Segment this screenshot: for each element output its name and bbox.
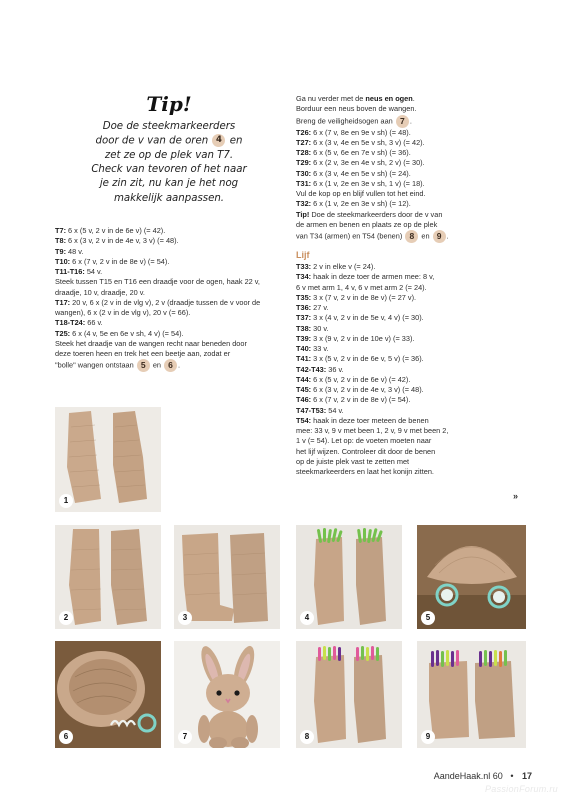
- instruction-line: [55, 329, 285, 339]
- left-instructions: [55, 226, 285, 372]
- instruction-line: [296, 406, 532, 416]
- round-text: 6 x (7 v, 8e en 9e v sh) (= 48).: [311, 127, 411, 137]
- photo-number: 9: [421, 730, 435, 744]
- instruction-line: [55, 226, 285, 236]
- instruction-text: .: [412, 94, 415, 103]
- instruction-line: [296, 334, 532, 344]
- round-label: T18-T24:: [55, 318, 86, 328]
- tip-title: Tip!: [146, 92, 192, 116]
- round-text: Steek tussen T15 en T16 een draadje voor de ogen, haak 22 v,: [55, 277, 260, 287]
- round-text: 6 x (7 v, 2 v in de 8e v) (= 54).: [70, 256, 170, 266]
- instruction-line: [296, 148, 532, 158]
- instruction-line: [296, 436, 532, 446]
- round-text: 6 x (1 v, 2e en 3e v sh) (= 12).: [311, 199, 411, 209]
- instruction-line: [296, 210, 532, 220]
- round-text: het lijf wijzen. Controleer dit door de benen: [296, 446, 436, 456]
- instruction-text: .: [409, 115, 412, 125]
- round-text: 6 x (1 v, 2e en 3e v sh, 1 v) (= 18).: [311, 178, 425, 188]
- round-label: T54:: [296, 415, 312, 425]
- instruction-line: [296, 138, 532, 148]
- round-text: de armen en benen en plaats ze op de plek: [296, 219, 438, 229]
- photo-8: [296, 641, 402, 748]
- round-text: Steek het draadje van de wangen recht naar beneden door: [55, 338, 247, 348]
- round-text: steekmarkeerders en laat het konijn zitten.: [296, 467, 434, 476]
- instruction-line: [296, 365, 532, 375]
- round-label: T40:: [296, 344, 312, 353]
- round-text: Vul de kop op en blijf vullen tot het eind.: [296, 189, 426, 198]
- photo-9: [417, 641, 526, 748]
- round-text: 1 v (= 54). Let op: de voeten moeten naar: [296, 436, 432, 446]
- instruction-line: [55, 267, 285, 277]
- round-text: 6 x (4 v, 5e en 6e v sh, 4 v) (= 54).: [70, 328, 184, 338]
- round-label: T26:: [296, 127, 312, 137]
- instruction-line: [296, 283, 532, 293]
- photo-ref-badge: 5: [137, 359, 150, 372]
- round-label: T36:: [296, 303, 312, 312]
- tip-box: [78, 92, 260, 206]
- round-text: 6 x (3 v, 4e en 5e v sh) (= 24).: [311, 168, 411, 178]
- instruction-line: [296, 395, 532, 405]
- round-label: T39:: [296, 333, 312, 343]
- instruction-line: [296, 189, 532, 199]
- round-label: T32:: [296, 199, 312, 209]
- round-label: T41:: [296, 354, 312, 364]
- instruction-line: [55, 308, 285, 318]
- round-label: T42-T43:: [296, 364, 327, 374]
- round-text: Doe de steekmarkeerders door de v van: [309, 209, 443, 219]
- instruction-line: [296, 115, 532, 128]
- footer-bullet: •: [510, 771, 514, 781]
- round-text: haak in deze toer de armen mee: 8 v,: [311, 272, 435, 282]
- round-text: 3 x (5 v, 2 v in de 6e v, 5 v) (= 36).: [311, 354, 424, 364]
- round-label: T25:: [55, 328, 71, 338]
- instruction-text: en: [421, 231, 430, 241]
- round-text: 33 v.: [311, 344, 329, 353]
- tip-text: [78, 120, 260, 206]
- photo-ref-badge: 4: [212, 134, 225, 147]
- tip-line: je zin zit, nu kan je het nog: [99, 178, 239, 190]
- photo-1: [55, 407, 161, 512]
- instruction-line: [296, 220, 532, 230]
- photo-4: [296, 525, 402, 629]
- instruction-line: [296, 199, 532, 209]
- instruction-line: [296, 416, 532, 426]
- tip-line: zet ze op de plek van T7.: [104, 149, 234, 161]
- instruction-line: [296, 303, 532, 313]
- round-text: 54 v.: [326, 405, 344, 415]
- instruction-line: [296, 457, 532, 467]
- round-text: 6 v met arm 1, 4 v, 6 v met arm 2 (= 24).: [296, 282, 427, 292]
- instruction-line: [296, 467, 532, 477]
- round-label: T31:: [296, 178, 312, 188]
- photo-ref-badge: 6: [164, 359, 177, 372]
- instruction-line: [296, 344, 532, 354]
- round-text: 6 x (5 v, 2 v in de 6e v) (= 42).: [66, 226, 166, 235]
- instruction-line: [296, 385, 532, 395]
- instruction-line: [55, 318, 285, 328]
- photo-2: [55, 525, 161, 629]
- instruction-line: [296, 128, 532, 138]
- continue-arrow: »: [513, 491, 519, 501]
- round-label: T33:: [296, 262, 312, 271]
- round-text: 6 x (5 v, 6e en 7e v sh) (= 36).: [311, 148, 411, 157]
- instruction-line: [296, 262, 532, 272]
- round-text: 48 v.: [66, 246, 84, 256]
- round-text: 3 x (4 v, 2 v in de 5e v, 4 v) (= 30).: [311, 313, 424, 323]
- round-text: 6 x (3 v, 2 v in de 4e v, 3 v) (= 48).: [311, 385, 424, 394]
- tip-line: [78, 134, 260, 149]
- photo-number: 6: [59, 730, 73, 744]
- round-text: 30 v.: [311, 323, 329, 333]
- round-text: 54 v.: [84, 267, 103, 276]
- section-title: Lijf: [296, 250, 310, 260]
- photo-number: 2: [59, 611, 73, 625]
- instruction-line: [55, 288, 285, 298]
- round-label: T8:: [55, 236, 67, 246]
- round-text: draadje, 10 v, draadje, 20 v.: [55, 287, 145, 297]
- instruction-text: van T34 (armen) en T54 (benen): [296, 231, 403, 241]
- round-label: T47-T53:: [296, 405, 327, 415]
- watermark: PassionForum.ru: [484, 784, 558, 794]
- instruction-line: [296, 169, 532, 179]
- instruction-line: [296, 293, 532, 303]
- round-text: 6 x (3 v, 2 v in de 4e v, 3 v) (= 48).: [66, 236, 179, 246]
- round-text: 66 v.: [85, 318, 103, 328]
- magazine-name: AandeHaak.nl 60: [433, 771, 503, 781]
- page-number: 17: [521, 771, 532, 781]
- round-label: T46:: [296, 395, 312, 405]
- instruction-line: [296, 375, 532, 385]
- photo-7: [174, 641, 280, 748]
- round-text: mee: 33 v, 9 v met been 1, 2 v, 9 v met been 2,: [296, 426, 449, 435]
- instruction-line: [55, 236, 285, 246]
- instruction-text: .: [446, 231, 449, 241]
- instruction-line: [296, 94, 532, 104]
- photo-number: 3: [178, 611, 192, 625]
- photo-ref-badge: 8: [405, 230, 418, 243]
- photo-number: 1: [59, 494, 73, 508]
- round-text: wangen), 6 x (2 v in de vlg v), 20 v (= 66).: [55, 308, 191, 317]
- page-footer: [434, 771, 532, 781]
- round-label: T38:: [296, 323, 312, 333]
- round-text: 3 x (9 v, 2 v in de 10e v) (= 33).: [311, 333, 415, 343]
- round-label: T9:: [55, 246, 67, 256]
- instruction-line: [55, 257, 285, 267]
- instruction-line: [296, 313, 532, 323]
- instruction-text: en: [152, 360, 161, 370]
- round-text: 6 x (7 v, 2 v in de 8e v) (= 54).: [311, 395, 411, 405]
- tip-line: Check van tevoren of het naar: [91, 164, 247, 176]
- round-text: deze toeren heen en trek het een beetje aan, zodat er: [55, 349, 231, 358]
- round-text: 20 v, 6 x (2 v in de vlg v), 2 v (draadje tussen de v voor de: [70, 297, 261, 307]
- round-text: 6 x (3 v, 4e en 5e v sh, 3 v) (= 42).: [311, 137, 425, 147]
- round-label: T10:: [55, 256, 71, 266]
- round-label: T27:: [296, 137, 312, 147]
- round-label: T29:: [296, 158, 312, 168]
- round-text: op de juiste plek vast te zetten met: [296, 456, 410, 466]
- instruction-line: [55, 339, 285, 349]
- instruction-bold: neus en ogen: [365, 94, 413, 103]
- round-text: 6 x (5 v, 2 v in de 6e v) (= 42).: [311, 374, 411, 384]
- round-label: T11-T16:: [55, 267, 85, 276]
- round-text: 36 v.: [326, 364, 344, 374]
- round-text: haak in deze toer meteen de benen: [311, 415, 429, 425]
- round-text: 2 v in elke v (= 24).: [311, 262, 376, 271]
- tip-line-text: door de v van de oren: [95, 135, 209, 147]
- round-text: 6 x (2 v, 3e en 4e v sh, 2 v) (= 30).: [311, 158, 425, 168]
- photo-6: [55, 641, 161, 748]
- instruction-line: Borduur een neus boven de wangen.: [296, 104, 417, 114]
- instruction-line: [296, 230, 532, 243]
- round-text: 27 v.: [311, 303, 329, 312]
- instruction-line: [296, 158, 532, 168]
- instruction-line: [55, 247, 285, 257]
- round-label: T30:: [296, 168, 312, 178]
- instruction-line: [296, 426, 532, 436]
- instruction-text: "bolle" wangen ontstaan: [55, 360, 134, 370]
- instruction-line: [55, 359, 285, 372]
- round-label: T45:: [296, 385, 312, 394]
- tip-line-text: en: [229, 135, 243, 147]
- round-label: Tip!: [296, 209, 310, 219]
- instruction-line: [296, 272, 532, 282]
- tip-line: Doe de steekmarkeerders: [102, 121, 236, 132]
- instruction-line: [55, 277, 285, 287]
- instruction-line: [55, 298, 285, 308]
- photo-number: 4: [300, 611, 314, 625]
- round-label: T7:: [55, 226, 67, 235]
- round-text: 3 x (7 v, 2 v in de 8e v) (= 27 v).: [311, 292, 417, 302]
- tip-line: makkelijk aanpassen.: [113, 192, 225, 204]
- photo-ref-badge: 9: [433, 230, 446, 243]
- instruction-text: .: [178, 360, 181, 370]
- instruction-text: Breng de veiligheidsogen aan: [296, 115, 393, 125]
- photo-number: 7: [178, 730, 192, 744]
- right-instructions: [296, 94, 532, 477]
- instruction-line: [296, 324, 532, 334]
- photo-3: [174, 525, 280, 629]
- round-label: T35:: [296, 292, 312, 302]
- photo-number: 5: [421, 611, 435, 625]
- photo-number: 8: [300, 730, 314, 744]
- instruction-line: [296, 447, 532, 457]
- photo-ref-badge: 7: [396, 115, 409, 128]
- instruction-line: [296, 179, 532, 189]
- round-label: T34:: [296, 272, 312, 282]
- photo-5: [417, 525, 526, 629]
- round-label: T44:: [296, 374, 312, 384]
- instruction-line: [55, 349, 285, 359]
- round-label: T17:: [55, 297, 71, 307]
- instruction-text: Ga nu verder met de: [296, 94, 366, 103]
- instruction-line: [296, 354, 532, 364]
- round-label: T37:: [296, 313, 312, 323]
- round-label: T28:: [296, 148, 312, 157]
